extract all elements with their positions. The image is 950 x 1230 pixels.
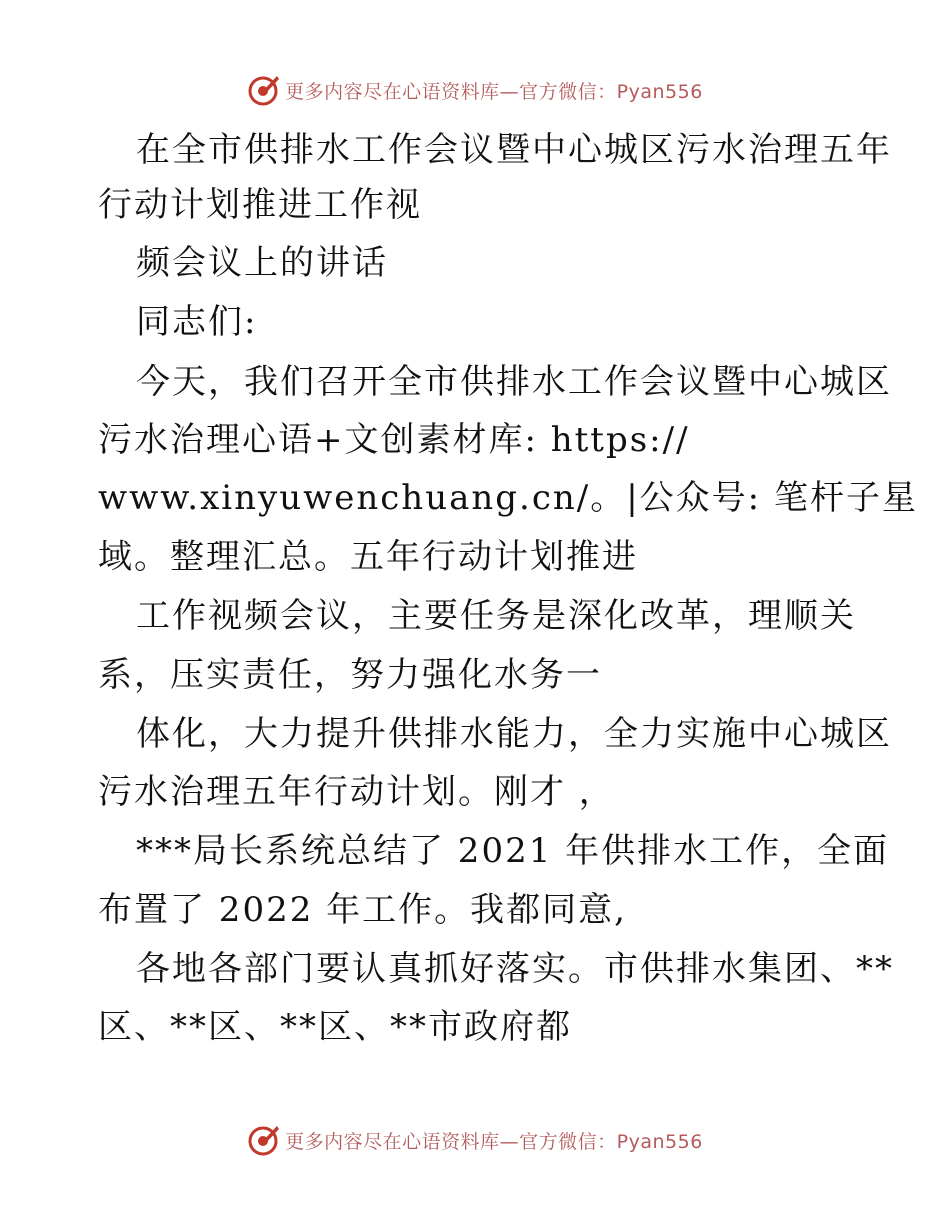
paragraph-line: 各地各部门要认真抓好落实。市供排水集团、** xyxy=(136,949,894,989)
title-line-1: 在全市供排水工作会议暨中心城区污水治理五年 xyxy=(136,130,892,170)
paragraph-line: 污水治理五年行动计划。刚才 ， xyxy=(98,772,615,812)
paragraph-line: www.xinyuwenchuang.cn/。|公众号: 笔杆子星 xyxy=(98,478,918,518)
paragraph-line: 系，压实责任，努力强化水务一 xyxy=(98,655,602,695)
title-line-3: 频会议上的讲话 xyxy=(136,243,388,283)
title-line-2: 行动计划推进工作视 xyxy=(98,185,422,225)
paragraph-line: 体化，大力提升供排水能力，全力实施中心城区 xyxy=(136,714,892,754)
paragraph-line: 今天，我们召开全市供排水工作会议暨中心城区 xyxy=(136,362,892,402)
watermark-text: 更多内容尽在心语资料库—官方微信：Pyan556 xyxy=(285,1130,703,1153)
footer-watermark xyxy=(0,1120,950,1160)
quill-logo-icon xyxy=(247,73,281,107)
paragraph-line: 污水治理心语+文创素材库: https:// xyxy=(98,420,690,460)
paragraph-line: 区、**区、**区、**市政府都 xyxy=(98,1007,572,1047)
paragraph-line: 工作视频会议，主要任务是深化改革，理顺关 xyxy=(136,596,856,636)
paragraph-line: ***局长系统总结了 2021 年供排水工作，全面 xyxy=(136,831,890,871)
header-watermark xyxy=(0,70,950,110)
watermark-text: 更多内容尽在心语资料库—官方微信：Pyan556 xyxy=(285,80,703,103)
paragraph-line: 域。整理汇总。五年行动计划推进 xyxy=(98,537,638,577)
paragraph-line: 布置了 2022 年工作。我都同意, xyxy=(98,890,627,930)
salutation: 同志们: xyxy=(136,302,258,342)
quill-logo-icon xyxy=(247,1123,281,1157)
